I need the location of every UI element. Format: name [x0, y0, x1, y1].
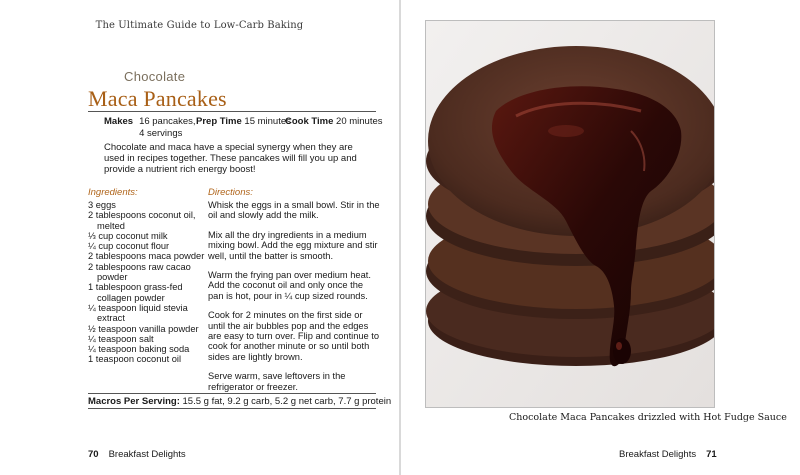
ingredient-item: ¼ teaspoon salt [88, 333, 154, 344]
page-number: 70 [88, 449, 99, 460]
ingredient-item: 1 tablespoon grass-fed collagen powder [88, 282, 183, 303]
cook-time-label: Cook Time [285, 116, 334, 127]
prep-time-value: 15 minutes [244, 116, 291, 127]
ingredient-item: ¼ cup coconut flour [88, 241, 170, 252]
makes-value [139, 116, 196, 140]
photo-caption: Chocolate Maca Pancakes drizzled with Hot Fudge Sauce [509, 412, 787, 423]
ingredient-item: ½ teaspoon vanilla powder [88, 323, 199, 334]
ingredients-heading: Ingredients: [88, 187, 138, 198]
makes-value-line-2: 4 servings [139, 128, 183, 139]
pancake-stack-image [426, 21, 714, 407]
direction-step: Whisk the eggs in a small bowl. Stir in the oil and slowly add the milk. [208, 200, 380, 221]
ingredients-list [88, 200, 206, 365]
recipe-subtitle: Chocolate [124, 69, 186, 84]
ingredient-item: 3 eggs [88, 200, 116, 210]
left-page [0, 0, 399, 475]
makes-info [104, 116, 196, 140]
macros-divider-bottom [88, 408, 376, 409]
ingredient-item: ¼ teaspoon liquid stevia extract [88, 302, 188, 324]
direction-step: Serve warm, save leftovers in the refrigerator or freezer. [208, 371, 346, 392]
page-number: 71 [706, 449, 717, 460]
makes-value-line-1: 16 pancakes, [139, 116, 196, 127]
recipe-intro: Chocolate and maca have a special synergy when they are used in recipes together. These pancakes will fill you up and provide a nutrient rich energy boost! [104, 142, 357, 175]
macros-divider-top [88, 393, 376, 394]
ingredient-item: 2 tablespoons maca powder [88, 251, 205, 262]
prep-time-info [196, 116, 291, 128]
direction-step: Cook for 2 minutes on the first side or until the air bubbles pop and the edges are easy to turn over. Flip and continue to cook for another minute or so until both sides are lightly brown. [208, 310, 380, 362]
ingredient-item: ⅓ cup coconut milk [88, 230, 168, 241]
macros-per-serving [88, 396, 391, 407]
pancake-photo [425, 20, 715, 408]
ingredient-item: 2 tablespoons coconut oil, melted [88, 210, 196, 231]
direction-step: Mix all the dry ingredients in a medium mixing bowl. Add the egg mixture and stir well, until the batter is smooth. [208, 229, 378, 261]
footer-section: Breakfast Delights [108, 449, 186, 460]
directions-list [208, 200, 380, 401]
ingredient-item: ¼ teaspoon baking soda [88, 344, 190, 355]
right-page [401, 0, 800, 475]
macros-value: 15.5 g fat, 9.2 g carb, 5.2 g net carb, 7.7 g protein [182, 396, 392, 407]
prep-time-label: Prep Time [196, 116, 242, 127]
ingredient-item: 2 tablespoons raw cacao powder [88, 261, 191, 283]
title-divider [88, 111, 376, 112]
makes-label: Makes [104, 116, 134, 127]
left-page-footer [88, 449, 186, 460]
macros-label: Macros Per Serving: [88, 396, 180, 407]
recipe-title: Maca Pancakes [88, 86, 227, 111]
direction-step: Warm the frying pan over medium heat. Add the coconut oil and only once the pan is hot, pour in ¼ cup sized rounds. [208, 270, 371, 301]
cook-time-info [285, 116, 383, 128]
running-header: The Ultimate Guide to Low-Carb Baking [95, 20, 304, 31]
ingredient-item: 1 teaspoon coconut oil [88, 354, 182, 365]
cook-time-value: 20 minutes [336, 116, 383, 127]
directions-heading: Directions: [208, 187, 253, 198]
right-page-footer [619, 449, 717, 460]
footer-section: Breakfast Delights [619, 449, 697, 460]
